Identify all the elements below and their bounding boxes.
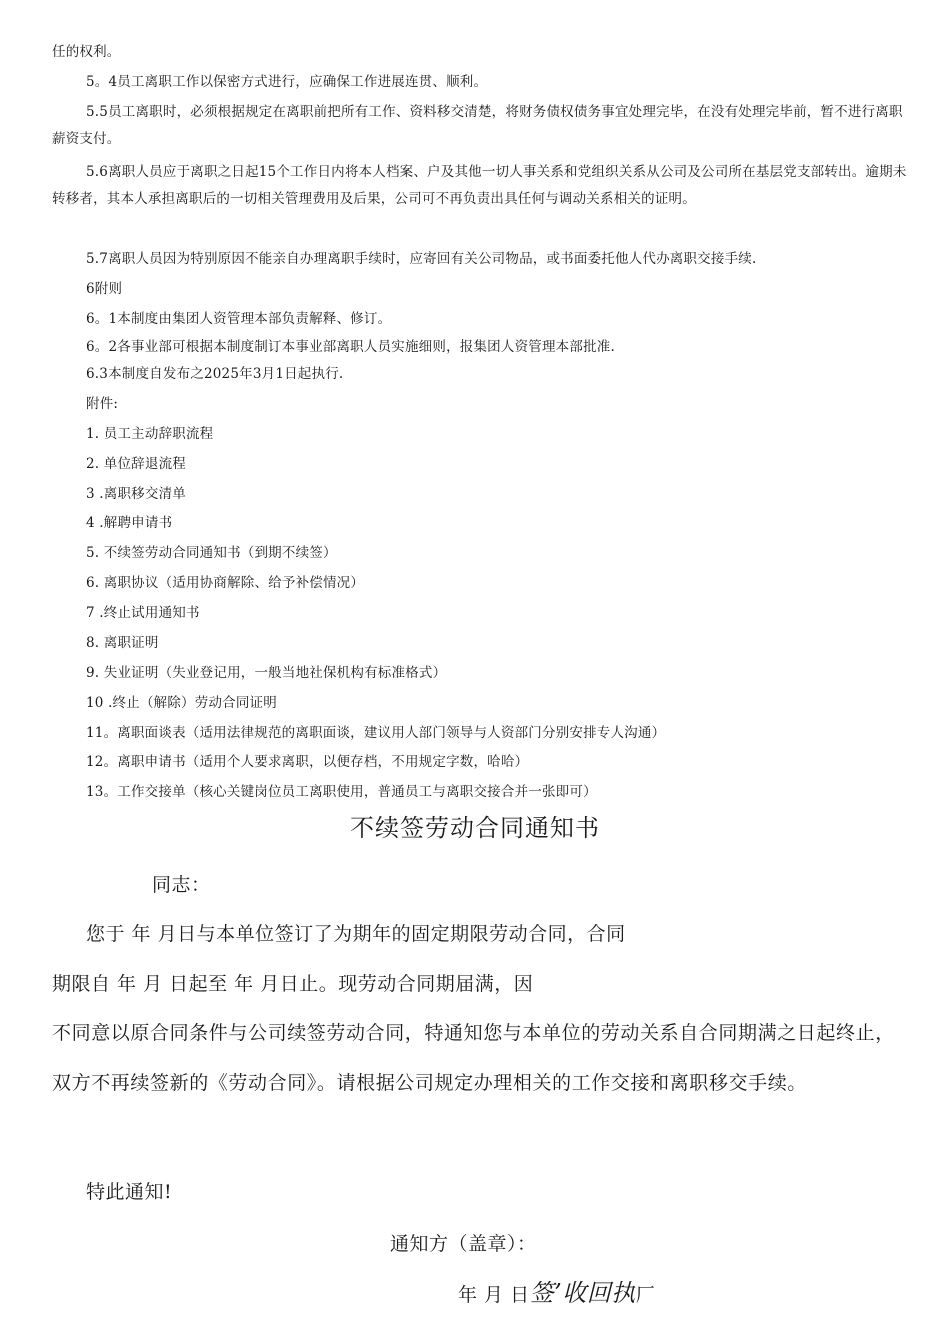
- notice-title: 不续签劳动合同通知书: [350, 814, 600, 842]
- clause-5-6: 5.6离职人员应于离职之日起15个工作日内将本人档案、户及其他一切人事关系和党组织关系从公司及公司所在基层党支部转出。逾期未转移者，其本人承担离职后的一切相关管理费用及后果，公司可不再负责出具任何与调动关系相关的证明。: [52, 164, 907, 207]
- clause-6-3: 6.3本制度自发布之2025年3月1日起执行.: [86, 366, 344, 382]
- receipt-signature: 签’收回执: [529, 1279, 636, 1307]
- attachment-item: 12。离职申请书（适用个人要求离职，以便存档，不用规定字数，哈哈）: [86, 754, 529, 770]
- notice-line-2: 期限自 年 月 日起至 年 月日止。现劳动合同期届满，因: [52, 973, 534, 995]
- attachment-item: 9. 失业证明（失业登记用，一般当地社保机构有标准格式）: [86, 665, 447, 681]
- attachments-heading: 附件:: [86, 396, 119, 412]
- clause-6-2: 6。2各事业部可根据本制度制订本事业部离职人员实施细则，报集团人资管理本部批准.: [86, 339, 615, 355]
- attachment-item: 11。离职面谈表（适用法律规范的离职面谈，建议用人部门领导与人资部门分别安排专人沟通）: [86, 725, 666, 741]
- attachment-item: 10 .终止（解除）劳动合同证明: [86, 695, 277, 711]
- notice-closing: 特此通知!: [86, 1181, 173, 1203]
- notifier-seal: 通知方（盖章）：: [390, 1233, 537, 1255]
- notice-line-1: 您于 年 月日与本单位签订了为期年的固定期限劳动合同，合同: [86, 923, 626, 945]
- notice-salutation: 同志：: [152, 874, 211, 896]
- clause-5-4: 5。4员工离职工作以保密方式进行，应确保工作进展连贯、顺利。: [86, 74, 488, 90]
- attachment-item: 3 .离职移交清单: [86, 486, 186, 502]
- clause-5-7: 5.7离职人员因为特别原因不能亲自办理离职手续时，应寄回有关公司物品，或书面委托他人代办离职交接手续.: [86, 251, 757, 267]
- notice-body: 不同意以原合同条件与公司续签劳动合同，特通知您与本单位的劳动关系自合同期满之日起终止，双方不再续签新的《劳动合同》。请根据公司规定办理相关的工作交接和离职移交手续。: [52, 1022, 895, 1094]
- attachment-item: 5. 不续签劳动合同通知书（到期不续签）: [86, 545, 337, 561]
- attachment-item: 8. 离职证明: [86, 635, 159, 651]
- text-line: 任的权利。: [52, 44, 121, 60]
- clause-5-5: 5.5员工离职时，必须根据规定在离职前把所有工作、资料移交清楚，将财务债权债务事宜处理完毕，在没有处理完毕前，暂不进行离职薪资支付。: [52, 104, 903, 147]
- attachment-item: 2. 单位辞退流程: [86, 456, 186, 472]
- attachment-item: 1. 员工主动辞职流程: [86, 426, 214, 442]
- attachment-item: 6. 离职协议（适用协商解除、给予补偿情况）: [86, 575, 365, 591]
- attachment-item: 13。工作交接单（核心关键岗位员工离职使用，普通员工与离职交接合并一张即可）: [86, 784, 597, 800]
- clause-6-1: 6。1本制度由集团人资管理本部负责解释、修订。: [86, 311, 392, 327]
- attachment-item: 4 .解聘申请书: [86, 515, 173, 531]
- notice-date: 年 月 日: [458, 1284, 530, 1306]
- signature-tail: 厂: [635, 1284, 656, 1306]
- section-6-heading: 6附则: [86, 281, 123, 297]
- attachment-item: 7 .终止试用通知书: [86, 605, 200, 621]
- notice-date-line: [458, 1278, 655, 1310]
